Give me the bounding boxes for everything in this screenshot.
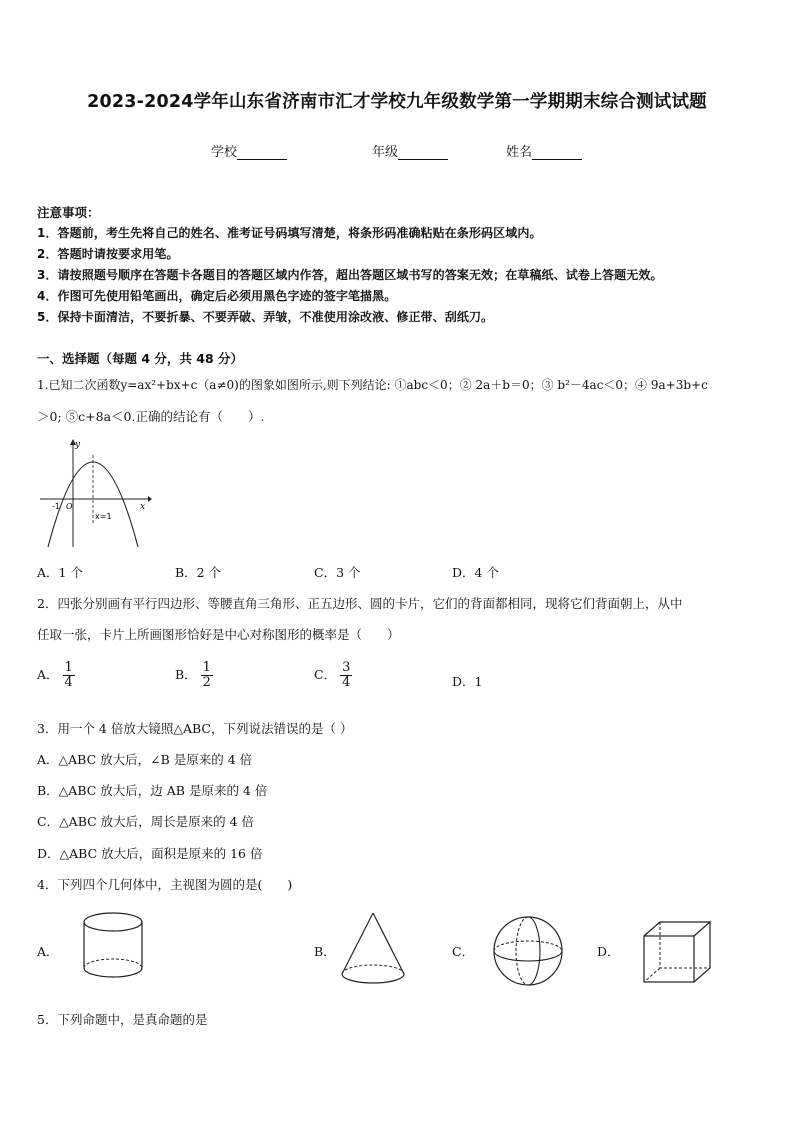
school-label: 学校	[211, 145, 238, 160]
q2-option-a[interactable]	[37, 661, 75, 690]
name-field	[506, 141, 582, 160]
q1-option-c[interactable]: C．3 个	[314, 565, 361, 580]
q4-option-c[interactable]: C．	[452, 944, 475, 959]
denominator: 2	[202, 675, 211, 690]
q3-option-a[interactable]: A．△ABC 放大后，∠B 是原来的 4 倍	[37, 752, 253, 767]
x-axis-arrow	[148, 496, 152, 502]
y-axis-label: y	[75, 440, 81, 450]
grade-blank[interactable]	[398, 147, 448, 160]
school-blank[interactable]	[237, 147, 287, 160]
school-field	[211, 141, 287, 160]
q2-option-c[interactable]	[314, 661, 352, 690]
name-label: 姓名	[506, 145, 533, 160]
symmetry-label: x=1	[95, 512, 112, 521]
q1-option-b[interactable]: B．2 个	[175, 565, 222, 580]
question-1-line2: ＞0; ⑤c+8a＜0.正确的结论有（ ）.	[37, 409, 265, 424]
numerator: 1	[64, 660, 73, 675]
cone-icon	[338, 910, 408, 988]
parabola-graph	[38, 437, 153, 549]
grade-label: 年级	[372, 145, 399, 160]
q3-option-b[interactable]: B．△ABC 放大后，边 AB 是原来的 4 倍	[37, 783, 268, 798]
question-4-stem: 4．下列四个几何体中，主视图为圆的是( )	[37, 877, 293, 892]
q2-option-d[interactable]: D．1	[452, 674, 483, 689]
q3-option-c[interactable]: C．△ABC 放大后，周长是原来的 4 倍	[37, 814, 255, 829]
numerator: 1	[202, 660, 211, 675]
denominator: 4	[64, 675, 73, 690]
q1-option-d[interactable]: D．4 个	[452, 565, 499, 580]
grade-field	[372, 141, 448, 160]
q4-option-d[interactable]: D．	[597, 944, 620, 959]
parabola-curve	[48, 462, 138, 547]
fraction	[63, 661, 75, 690]
option-label: B．	[175, 667, 197, 682]
option-label: C．	[314, 667, 337, 682]
notes-heading: 注意事项：	[37, 205, 100, 220]
q2-option-b[interactable]	[175, 661, 213, 690]
note-item: 1．答题前，考生先将自己的姓名、准考证号码填写清楚，将条形码准确粘贴在条形码区域内。	[37, 226, 542, 240]
note-item: 4．作图可先使用铅笔画出，确定后必须用黑色字迹的签字笔描黑。	[37, 289, 397, 303]
cube-icon	[640, 918, 716, 986]
note-item: 2．答题时请按要求用笔。	[37, 247, 179, 261]
question-2-line2: 任取一张，卡片上所画图形恰好是中心对称图形的概率是（ ）	[37, 627, 400, 642]
page-title: 2023-2024学年山东省济南市汇才学校九年级数学第一学期期末综合测试试题	[87, 92, 707, 112]
section-heading: 一、选择题（每题 4 分，共 48 分）	[37, 351, 244, 366]
q1-option-a[interactable]: A．1 个	[37, 565, 83, 580]
origin-label: O	[66, 502, 73, 511]
question-3-stem: 3．用一个 4 倍放大镜照△ABC，下列说法错误的是（ ）	[37, 721, 353, 736]
fraction	[201, 661, 213, 690]
cylinder-icon	[80, 910, 148, 982]
numerator: 3	[342, 660, 351, 675]
name-blank[interactable]	[532, 147, 582, 160]
q3-option-d[interactable]: D．△ABC 放大后，面积是原来的 16 倍	[37, 846, 263, 861]
question-5-stem: 5．下列命题中，是真命题的是	[37, 1012, 208, 1027]
question-2-line1: 2．四张分别画有平行四边形、等腰直角三角形、正五边形、圆的卡片，它们的背面都相同，现将它们背面朝上，从中	[37, 596, 683, 611]
q4-option-a[interactable]: A．	[37, 944, 59, 959]
q4-option-b[interactable]: B．	[314, 944, 336, 959]
sphere-icon	[490, 913, 566, 989]
fraction	[340, 661, 352, 690]
denominator: 4	[342, 675, 351, 690]
neg-one-label: -1	[52, 502, 60, 511]
question-1-line1: 1.已知二次函数y=ax²+bx+c（a≠0)的图象如图所示,则下列结论: ①abc＜0；② 2a＋b＝0；③ b²－4ac＜0；④ 9a+3b+c	[37, 378, 708, 392]
note-item: 5．保持卡面清洁，不要折暴、不要弄破、弄皱，不准使用涂改液、修正带、刮纸刀。	[37, 310, 494, 324]
x-axis-label: x	[140, 502, 146, 512]
note-item: 3．请按照题号顺序在答题卡各题目的答题区域内作答，超出答题区域书写的答案无效；在草稿纸、试卷上答题无效。	[37, 268, 663, 282]
option-label: A．	[37, 667, 59, 682]
